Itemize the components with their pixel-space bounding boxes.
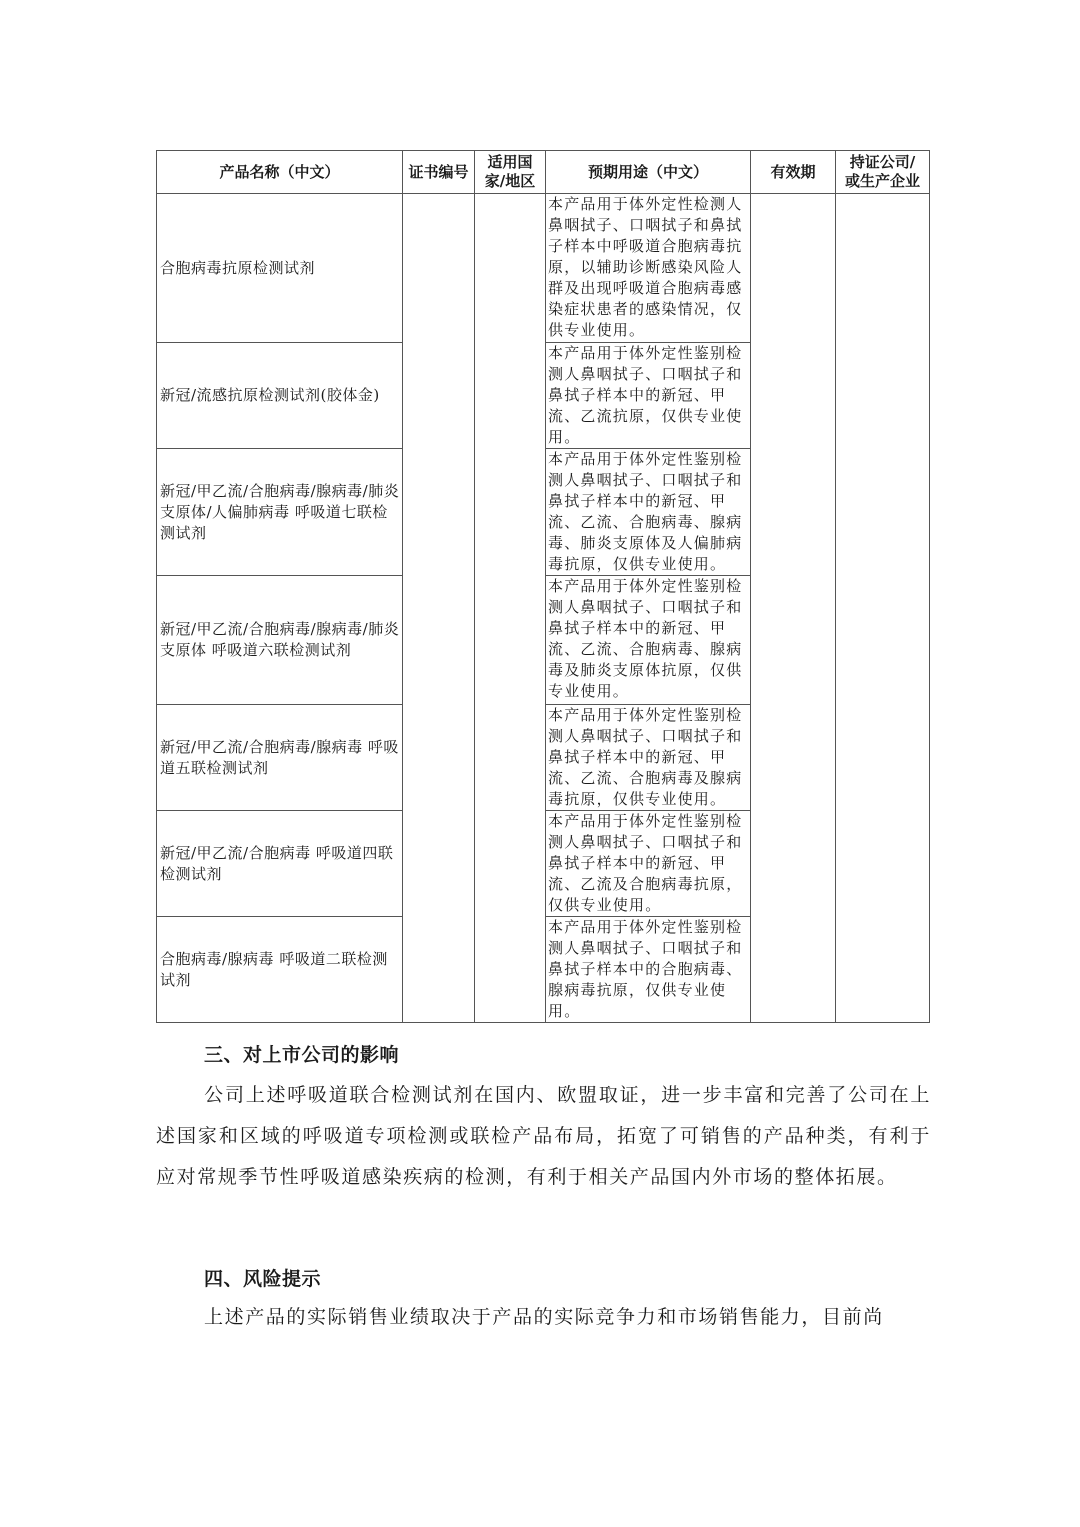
cert-no-cell xyxy=(403,194,475,1023)
product-name-cell: 新冠/甲乙流/合胞病毒 呼吸道四联检测试剂 xyxy=(157,811,403,917)
header-product-name: 产品名称（中文） xyxy=(157,151,403,194)
product-name-cell: 新冠/流感抗原检测试剂(胶体金) xyxy=(157,343,403,449)
holder-cell xyxy=(836,194,930,1023)
table-row xyxy=(157,194,930,343)
section-heading-risk: 四、风险提示 xyxy=(204,1268,322,1290)
section-heading-impact: 三、对上市公司的影响 xyxy=(204,1044,400,1066)
header-holder: 持证公司/ 或生产企业 xyxy=(836,151,930,194)
intended-use-cell: 本产品用于体外定性鉴别检测人鼻咽拭子、口咽拭子和鼻拭子样本中的新冠、甲流、乙流、合胞病毒、腺病毒及肺炎支原体抗原，仅供专业使用。 xyxy=(546,576,751,705)
header-validity: 有效期 xyxy=(751,151,836,194)
intended-use-cell: 本产品用于体外定性鉴别检测人鼻咽拭子、口咽拭子和鼻拭子样本中的新冠、甲流、乙流、合胞病毒及腺病毒抗原，仅供专业使用。 xyxy=(546,705,751,811)
product-registration-table xyxy=(156,150,930,1023)
header-cert-no: 证书编号 xyxy=(403,151,475,194)
product-name-cell: 合胞病毒/腺病毒 呼吸道二联检测试剂 xyxy=(157,917,403,1023)
product-name-cell: 新冠/甲乙流/合胞病毒/腺病毒/肺炎支原体/人偏肺病毒 呼吸道七联检测试剂 xyxy=(157,449,403,576)
product-name-cell: 合胞病毒抗原检测试剂 xyxy=(157,194,403,343)
product-name-cell: 新冠/甲乙流/合胞病毒/腺病毒/肺炎支原体 呼吸道六联检测试剂 xyxy=(157,576,403,705)
table-header-row xyxy=(157,151,930,194)
intended-use-cell: 本产品用于体外定性鉴别检测人鼻咽拭子、口咽拭子和鼻拭子样本中的新冠、甲流、乙流及合胞病毒抗原，仅供专业使用。 xyxy=(546,811,751,917)
header-intended-use: 预期用途（中文） xyxy=(546,151,751,194)
section-body-risk: 上述产品的实际销售业绩取决于产品的实际竞争力和市场销售能力，目前尚 xyxy=(204,1306,884,1328)
validity-cell xyxy=(751,194,836,1023)
intended-use-cell: 本产品用于体外定性鉴别检测人鼻咽拭子、口咽拭子和鼻拭子样本中的合胞病毒、腺病毒抗原，仅供专业使用。 xyxy=(546,917,751,1023)
section-body-impact: 公司上述呼吸道联合检测试剂在国内、欧盟取证，进一步丰富和完善了公司在上述国家和区域的呼吸道专项检测或联检产品布局，拓宽了可销售的产品种类，有利于应对常规季节性呼吸道感染疾病的检测，有利于相关产品国内外市场的整体拓展。 xyxy=(156,1084,931,1188)
region-cell xyxy=(475,194,546,1023)
intended-use-cell: 本产品用于体外定性鉴别检测人鼻咽拭子、口咽拭子和鼻拭子样本中的新冠、甲流、乙流、合胞病毒、腺病毒、肺炎支原体及人偏肺病毒抗原，仅供专业使用。 xyxy=(546,449,751,576)
intended-use-cell: 本产品用于体外定性检测人鼻咽拭子、口咽拭子和鼻拭子样本中呼吸道合胞病毒抗原，以辅助诊断感染风险人群及出现呼吸道合胞病毒感染症状患者的感染情况，仅供专业使用。 xyxy=(546,194,751,343)
product-name-cell: 新冠/甲乙流/合胞病毒/腺病毒 呼吸道五联检测试剂 xyxy=(157,705,403,811)
header-region: 适用国 家/地区 xyxy=(475,151,546,194)
intended-use-cell: 本产品用于体外定性鉴别检测人鼻咽拭子、口咽拭子和鼻拭子样本中的新冠、甲流、乙流抗原，仅供专业使用。 xyxy=(546,343,751,449)
